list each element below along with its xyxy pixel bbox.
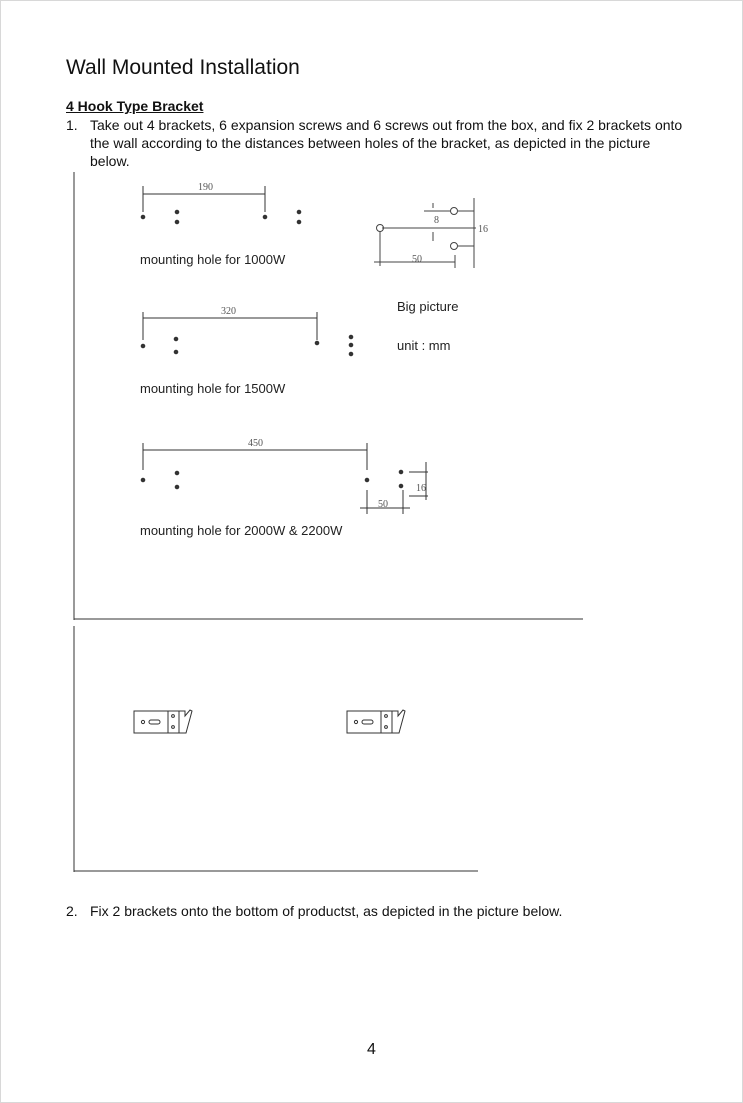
label-1500w: mounting hole for 1500W xyxy=(140,381,286,396)
bracket-right xyxy=(347,710,405,733)
dim-2000w: 450 xyxy=(248,438,263,449)
unit-caption: unit : mm xyxy=(397,338,451,353)
step-2-number: 2. xyxy=(66,903,78,919)
page-number: 4 xyxy=(367,1041,376,1058)
dim-2000w-16: 16 xyxy=(416,483,426,494)
bracket-left xyxy=(134,710,192,733)
layout-1500w xyxy=(141,312,353,356)
dim-1000w: 190 xyxy=(198,182,213,193)
diagram-frame xyxy=(74,172,583,872)
step-2-text: Fix 2 brackets onto the bottom of productst, as depicted in the picture below. xyxy=(90,903,563,919)
section-heading: 4 Hook Type Bracket xyxy=(66,98,204,114)
label-2000w: mounting hole for 2000W & 2200W xyxy=(140,523,343,538)
step-1-number: 1. xyxy=(66,117,78,133)
detail-dim-16: 16 xyxy=(478,224,488,235)
layout-1000w xyxy=(141,186,301,224)
page-title: Wall Mounted Installation xyxy=(66,56,300,79)
dim-1500w: 320 xyxy=(221,306,236,317)
dim-2000w-50: 50 xyxy=(378,499,388,510)
detail-dim-8: 8 xyxy=(434,215,439,226)
step-1-text: Take out 4 brackets, 6 expansion screws and 6 screws out from the box, and fix 2 brackets onto the wall according to the distances between holes of the bracket, as depicted in the picture below. xyxy=(90,117,683,169)
label-1000w: mounting hole for 1000W xyxy=(140,252,286,267)
detail-dim-50: 50 xyxy=(412,254,422,265)
detail-big-picture xyxy=(374,198,476,268)
big-picture-caption: Big picture xyxy=(397,299,459,314)
